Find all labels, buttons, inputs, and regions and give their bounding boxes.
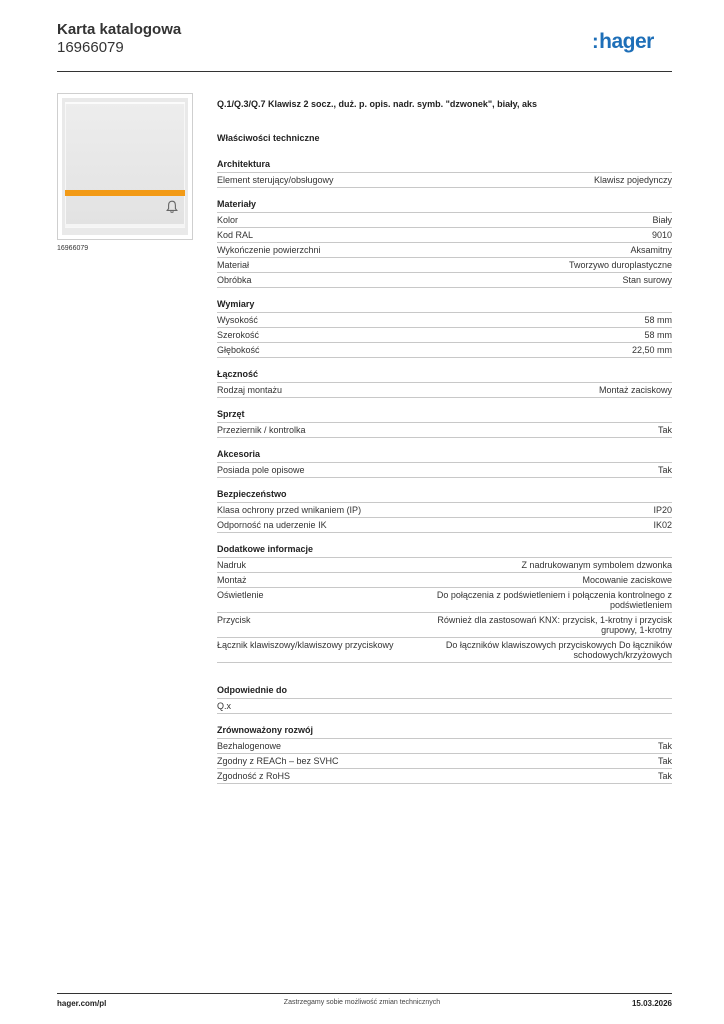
spec-row bbox=[217, 273, 672, 288]
spec-row bbox=[217, 699, 672, 714]
spec-row bbox=[217, 423, 672, 438]
spec-value: Tak bbox=[657, 741, 672, 751]
spec-row bbox=[217, 739, 672, 754]
spec-value: Montaż zaciskowy bbox=[598, 385, 672, 395]
spec-label: Bezhalogenowe bbox=[217, 741, 282, 751]
spec-label: Przeziernik / kontrolka bbox=[217, 425, 306, 435]
spec-label: Nadruk bbox=[217, 560, 247, 570]
spec-row bbox=[217, 463, 672, 478]
spec-row bbox=[217, 173, 672, 188]
logo-dots: : bbox=[592, 31, 599, 53]
spec-label: Kolor bbox=[217, 215, 239, 225]
spec-value: Tworzywo duroplastyczne bbox=[568, 260, 672, 270]
spec-value: 58 mm bbox=[644, 330, 672, 340]
document-title: Karta katalogowa bbox=[57, 21, 182, 38]
spec-groups bbox=[217, 159, 672, 784]
switch-top-edge bbox=[65, 102, 185, 104]
footer-date: 15.03.2026 bbox=[631, 999, 672, 1008]
footer-notice: Zastrzegamy sobie możliwość zmian technicznych bbox=[283, 999, 441, 1006]
document-code: 16966079 bbox=[57, 39, 124, 56]
spec-label: Element sterujący/obsługowy bbox=[217, 175, 334, 185]
spec-value: Tak bbox=[657, 425, 672, 435]
spec-label: Zgodność z RoHS bbox=[217, 771, 291, 781]
spec-row bbox=[217, 769, 672, 784]
spec-label: Głębokość bbox=[217, 345, 260, 355]
group-heading: Architektura bbox=[217, 159, 672, 173]
spec-value: Stan surowy bbox=[622, 275, 672, 285]
spec-value: 22,50 mm bbox=[631, 345, 672, 355]
spec-row bbox=[217, 243, 672, 258]
spec-label: Łącznik klawiszowy/klawiszowy przyciskowy bbox=[217, 640, 394, 650]
spec-value: Z nadrukowanym symbolem dzwonka bbox=[521, 560, 672, 570]
logo-text: hager bbox=[599, 30, 654, 53]
spec-value: 9010 bbox=[651, 230, 672, 240]
indicator-strip bbox=[65, 190, 185, 196]
spec-label: Odporność na uderzenie IK bbox=[217, 520, 327, 530]
spec-row bbox=[217, 383, 672, 398]
product-title: Q.1/Q.3/Q.7 Klawisz 2 socz., duż. p. opis. nadr. symb. "dzwonek", biały, aks bbox=[217, 99, 537, 109]
spec-row bbox=[217, 213, 672, 228]
spec-label: Obróbka bbox=[217, 275, 252, 285]
spec-value: Aksamitny bbox=[630, 245, 672, 255]
spec-row bbox=[217, 613, 672, 638]
spec-value: Biały bbox=[652, 215, 672, 225]
header-rule bbox=[57, 71, 672, 72]
spec-row bbox=[217, 558, 672, 573]
group-heading: Bezpieczeństwo bbox=[217, 489, 672, 503]
group-heading: Dodatkowe informacje bbox=[217, 544, 672, 558]
spec-label: Wykończenie powierzchni bbox=[217, 245, 321, 255]
spec-row bbox=[217, 328, 672, 343]
group-heading: Odpowiednie do bbox=[217, 685, 672, 699]
spec-row bbox=[217, 518, 672, 533]
spec-label: Rodzaj montażu bbox=[217, 385, 283, 395]
image-caption: 16966079 bbox=[57, 245, 89, 252]
hager-logo bbox=[592, 30, 654, 54]
spec-label: Posiada pole opisowe bbox=[217, 465, 305, 475]
switch-bottom-edge bbox=[65, 224, 185, 227]
spec-row bbox=[217, 638, 672, 663]
spec-value: Tak bbox=[657, 771, 672, 781]
spec-value: 58 mm bbox=[644, 315, 672, 325]
spec-row bbox=[217, 588, 672, 613]
spec-value: Do połączenia z podświetleniem i połączenia kontrolnego z podświetleniem bbox=[436, 590, 672, 610]
spec-label: Przycisk bbox=[217, 615, 251, 625]
spec-label: Kod RAL bbox=[217, 230, 254, 240]
spec-value: IK02 bbox=[653, 520, 672, 530]
product-image bbox=[57, 93, 193, 240]
spec-label: Q.x bbox=[217, 701, 232, 711]
spec-row bbox=[217, 343, 672, 358]
spec-value: Klawisz pojedynczy bbox=[593, 175, 672, 185]
spec-label: Klasa ochrony przed wnikaniem (IP) bbox=[217, 505, 362, 515]
spec-label: Oświetlenie bbox=[217, 590, 264, 600]
spec-value: Do łączników klawiszowych przyciskowych Do łączników schodowych/krzyżowych bbox=[445, 640, 672, 660]
spec-value: Również dla zastosowań KNX: przycisk, 1-krotny i przycisk grupowy, 1-krotny bbox=[437, 615, 672, 635]
spec-label: Materiał bbox=[217, 260, 250, 270]
footer-rule bbox=[57, 993, 672, 994]
bell-icon bbox=[166, 200, 178, 214]
group-heading: Sprzęt bbox=[217, 409, 672, 423]
spec-label: Zgodny z REACh – bez SVHC bbox=[217, 756, 339, 766]
group-heading: Materiały bbox=[217, 199, 672, 213]
switch-body bbox=[62, 98, 188, 235]
spec-row bbox=[217, 258, 672, 273]
spec-label: Szerokość bbox=[217, 330, 260, 340]
spec-row bbox=[217, 503, 672, 518]
spec-row bbox=[217, 228, 672, 243]
spec-value: Tak bbox=[657, 756, 672, 766]
spec-value: Mocowanie zaciskowe bbox=[582, 575, 672, 585]
spec-label: Wysokość bbox=[217, 315, 258, 325]
spec-row bbox=[217, 754, 672, 769]
spec-row bbox=[217, 313, 672, 328]
spec-value: IP20 bbox=[653, 505, 672, 515]
spec-row bbox=[217, 573, 672, 588]
spec-content bbox=[217, 98, 672, 784]
section-heading: Właściwości techniczne bbox=[217, 133, 320, 143]
group-heading: Zrównoważony rozwój bbox=[217, 725, 672, 739]
footer-website: hager.com/pl bbox=[57, 999, 107, 1008]
group-heading: Łączność bbox=[217, 369, 672, 383]
spec-label: Montaż bbox=[217, 575, 247, 585]
group-heading: Wymiary bbox=[217, 299, 672, 313]
group-heading: Akcesoria bbox=[217, 449, 672, 463]
spec-value: Tak bbox=[657, 465, 672, 475]
